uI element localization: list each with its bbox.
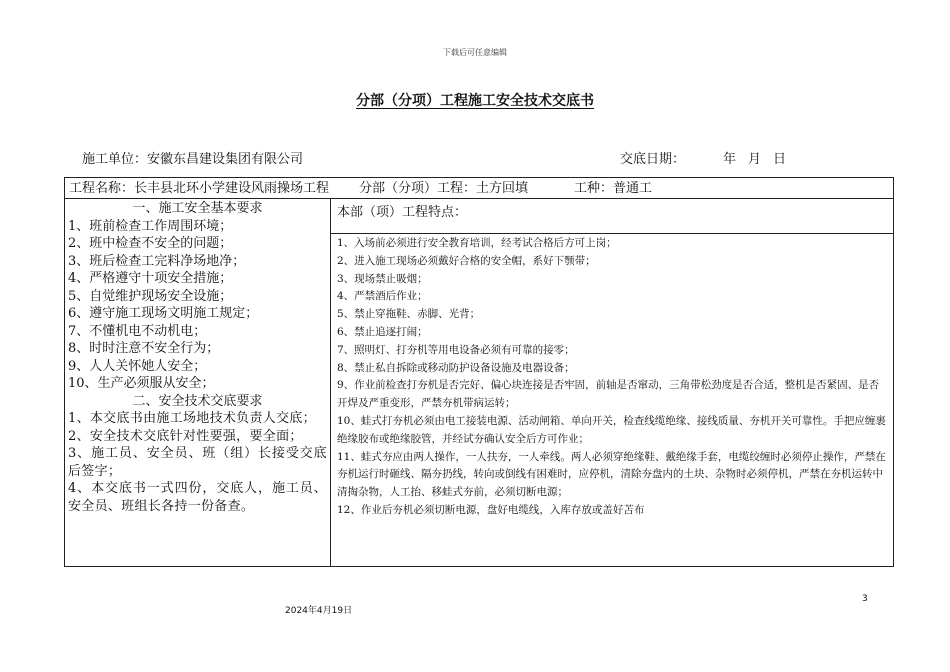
list-item: 11、蛙式夯应由两人操作，一人扶夯，一人牵线。两人必须穿绝缘鞋、戴绝缘手套，电缆绞缠时必须停止操作，严禁在夯机运行时砸线、隔夯扔线，转向或倒线有困难时，应停机，清除夯盘内的土块、杂物时必须停机，严禁在夯机运转中清掏杂物，人工抬、移蛙式夯前，必须切断电源； <box>337 450 886 499</box>
list-item: 6、禁止追逐打闹； <box>337 325 428 338</box>
date-day: 日 <box>773 152 787 167</box>
list-item: 1、本交底书由施工场地技术负责人交底； <box>68 411 316 426</box>
footer-date: 2024年4月19日 <box>285 606 353 616</box>
list-item: 7、照明灯、打夯机等用电设备必须有可靠的接零； <box>337 343 575 356</box>
list-item: 4、严格遵守十项安全措施； <box>68 271 233 286</box>
list-item: 4、本交底书一式四份，交底人，施工员、安全员、班组长各持一份备查。 <box>68 481 327 514</box>
list-item: 8、时时注意不安全行为； <box>68 341 220 356</box>
document-title: 分部（分项）工程施工安全技术交底书 <box>356 93 594 109</box>
section1-title: 一、施工安全基本要求 <box>132 201 263 216</box>
section2-title: 二、安全技术交底要求 <box>132 393 263 409</box>
list-item: 3、现场禁止吸烟； <box>337 272 428 285</box>
handover-date-label: 交底日期： <box>620 152 686 167</box>
list-item: 10、蛙式打夯机必须由电工接装电源、活动闸箱、单向开关，检查线缆绝缘、接线质量、夯机开关可靠性。手把应缠裹绝缘胶布或绝缘胶管，并经试夯确认安全后方可作业； <box>337 414 886 445</box>
list-item: 4、严禁酒后作业； <box>337 290 428 303</box>
list-item: 1、入场前必须进行安全教育培训，经考试合格后方可上岗； <box>337 237 617 249</box>
features-list <box>331 234 893 520</box>
project-name: 工程名称：长丰县北环小学建设风雨操场工程 <box>69 181 330 196</box>
list-item: 5、禁止穿拖鞋、赤脚、光背； <box>337 308 481 321</box>
list-item: 8、禁止私自拆除或移动防护设备设施及电器设备； <box>337 361 575 374</box>
project-info-row <box>65 178 893 199</box>
trade: 工种：普通工 <box>574 181 653 196</box>
list-item: 2、安全技术交底针对性要强，要全面； <box>68 428 303 444</box>
page-number: 3 <box>862 594 868 604</box>
header-note: 下载后可任意编辑 <box>443 48 507 57</box>
features-column <box>331 199 893 566</box>
list-item: 12、作业后夯机必须切断电源，盘好电缆线，入库存放或盖好苫布 <box>337 503 645 516</box>
list-item: 5、自觉维护现场安全设施； <box>68 288 233 304</box>
list-item: 9、人人关怀她人安全； <box>68 358 207 374</box>
list-item: 9、作业前检查打夯机是否完好、偏心块连接是否牢固，前轴是否窜动，三角带松劲度是否合适，整机是否紧固、是否开焊及严重变形，严禁夯机带病运转； <box>337 379 880 410</box>
date-month: 月 <box>748 152 762 167</box>
list-item: 10、生产必须服从安全； <box>68 376 215 391</box>
list-item: 1、班前检查工作周围环境； <box>68 218 233 234</box>
list-item: 3、施工员、安全员、班（组）长接受交底后签字； <box>68 446 327 479</box>
construction-unit: 施工单位：安徽东昌建设集团有限公司 <box>82 152 304 167</box>
requirements-column <box>65 199 331 566</box>
list-item: 6、遵守施工现场文明施工规定； <box>68 306 259 321</box>
list-item: 7、不懂机电不动机电； <box>68 323 207 339</box>
date-year: 年 <box>723 152 737 167</box>
list-item: 2、进入施工现场必须戴好合格的安全帽，系好下颚带； <box>337 254 596 267</box>
handover-date <box>620 148 824 167</box>
handover-table <box>64 177 894 567</box>
features-header: 本部（项）工程特点： <box>331 199 893 234</box>
sub-project: 分部（分项）工程：土方回填 <box>359 181 529 196</box>
list-item: 2、班中检查不安全的问题； <box>68 236 233 251</box>
list-item: 3、班后检查工完料净场地净； <box>68 253 246 269</box>
